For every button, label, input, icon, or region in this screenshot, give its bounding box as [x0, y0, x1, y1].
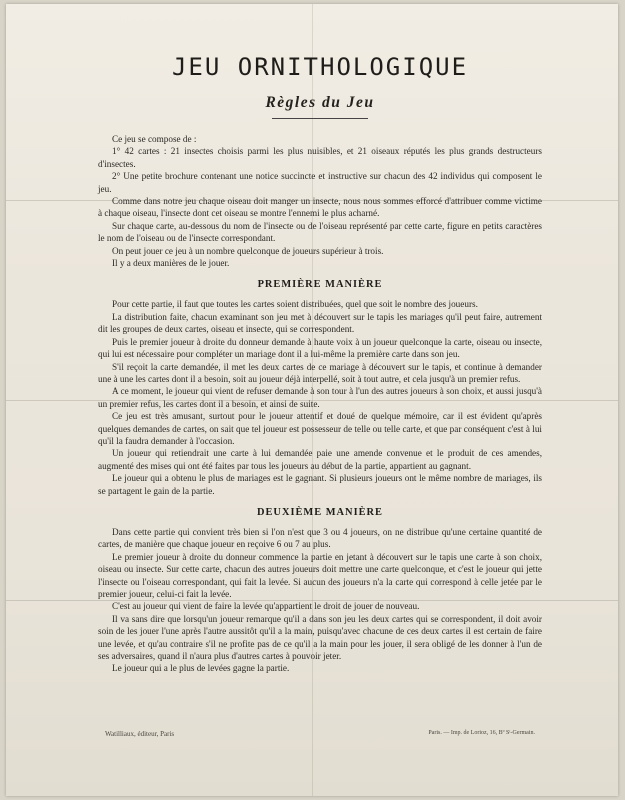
paragraph: 1° 42 cartes : 21 insectes choisis parmi les plus nuisibles, et 21 oiseaux réputés les plus grands destructeurs d'insectes. — [98, 146, 542, 169]
section-heading-deuxieme: DEUXIÈME MANIÈRE — [257, 506, 383, 518]
paragraph: Puis le premier joueur à droite du donneur demande à haute voix à un joueur quelconque la carte, oiseau ou insecte, qui lui est nécessaire pour compléter un mariage dont il a lui-même la première carte dans son jeu. — [98, 336, 542, 360]
paragraph: S'il reçoit la carte demandée, il met les deux cartes de ce mariage à découvert sur le tapis, et continue à demander une à une les cartes dont il a besoin, soit au joueur déjà interpellé, soit à tout autre, et cela jusqu'à un premier refus. — [98, 361, 542, 384]
title-rule — [272, 118, 368, 119]
deuxieme-maniere-section — [98, 526, 542, 675]
section-heading-premiere: PREMIÈRE MANIÈRE — [257, 279, 383, 291]
paragraph: La distribution faite, chacun examinant son jeu met à découvert sur le tapis les mariages qu'il peut faire, autrement dit les groupes de deux cartes, oiseau et insecte, qui se correspondent. — [98, 311, 542, 335]
paragraph: On peut jouer ce jeu à un nombre quelconque de joueurs supérieur à trois. — [112, 245, 384, 256]
page-title: JEU ORNITHOLOGIQUE — [171, 53, 469, 81]
printer-credit: Paris. — Imp. de Lorioz, 16, Bº Sᵗ-Germain. — [428, 730, 535, 736]
publisher-credit: Watilliaux, éditeur, Paris — [105, 730, 175, 738]
paragraph: Ce jeu est très amusant, surtout pour le joueur attentif et doué de quelque mémoire, car il est évident qu'après quelques demandes de cartes, on sait que tel joueur est possesseur de telle ou telle carte, et que par conséquent c'est à lui qu'il la faudra demander à l'occasion. — [98, 411, 542, 446]
paragraph: Dans cette partie qui convient très bien si l'on n'est que 3 ou 4 joueurs, on ne distribue qu'une certaine quantité de cartes, de manière que chaque joueur en reçoive 6 ou 7 au plus. — [98, 526, 542, 550]
paragraph: Le joueur qui a obtenu le plus de mariages est le gagnant. Si plusieurs joueurs ont le même nombre de mariages, ils se partagent le gain de la partie. — [98, 473, 542, 496]
paragraph: Pour cette partie, il faut que toutes les cartes soient distribuées, quel que soit le nombre des joueurs. — [112, 299, 478, 310]
paragraph: Il y a deux manières de le jouer. — [112, 258, 230, 269]
paragraph: C'est au joueur qui vient de faire la levée qu'appartient le droit de jouer de nouveau. — [112, 601, 420, 612]
document-body — [98, 52, 542, 675]
paragraph: Ce jeu se compose de : — [112, 134, 197, 144]
page-subtitle: Règles du Jeu — [265, 94, 375, 111]
intro-section — [98, 133, 542, 269]
paragraph: A ce moment, le joueur qui vient de refuser demande à son tour à l'un des autres joueurs à son choix, et aussi jusqu'à un premier refus, les cartes dont il a besoin, et ainsi de suite. — [98, 386, 542, 409]
paragraph: Sur chaque carte, au-dessous du nom de l'insecte ou de l'oiseau représenté par cette carte, figure en petits caractères le nom de l'oiseau ou de l'insecte correspondant. — [98, 220, 542, 244]
paragraph: Le premier joueur à droite du donneur commence la partie en jetant à découvert sur le tapis une carte à son choix, oiseau ou insecte. Sur cette carte, chacun des autres joueurs doit mettre une carte quelconque, et c'est le joueur qui jette l'insecte ou l'oiseau correspondant, qui fait la levée. Si aucun des joueurs n'a la carte qui correspond à celle jetée par le premier joueur, celui-ci fait la levée. — [98, 551, 542, 599]
premiere-maniere-section — [98, 298, 542, 497]
paragraph: Comme dans notre jeu chaque oiseau doit manger un insecte, nous nous sommes efforcé d'attribuer comme victime à chaque oiseau, l'insecte dont cet oiseau se montre l'ennemi le plus acharné. — [98, 196, 542, 219]
paragraph: Il va sans dire que lorsqu'un joueur remarque qu'il a dans son jeu les deux cartes qui se correspondent, il doit avoir soin de les jouer l'une après l'autre aussitôt qu'il a la main, puisqu'avec chacune de ces deux cartes il est certain de faire une levée, et qu'au contraire s'il ne profite pas de ce qu'il a la main pour les jouer, il sera obligé de les donner à l'un de ses adversaires, quand il n'aura plus d'autres cartes à pouvoir jeter. — [98, 613, 542, 662]
paragraph: 2° Une petite brochure contenant une notice succincte et instructive sur chacun des 42 individus qui composent le jeu. — [98, 171, 542, 194]
paragraph: Un joueur qui retiendrait une carte à lui demandée paie une amende convenue et le produit de ces amendes, augmenté des mises qui ont été faites par tous les joueurs au début de la partie, appartient au gagnant. — [98, 448, 542, 471]
paragraph: Le joueur qui a le plus de levées gagne la partie. — [112, 663, 290, 674]
